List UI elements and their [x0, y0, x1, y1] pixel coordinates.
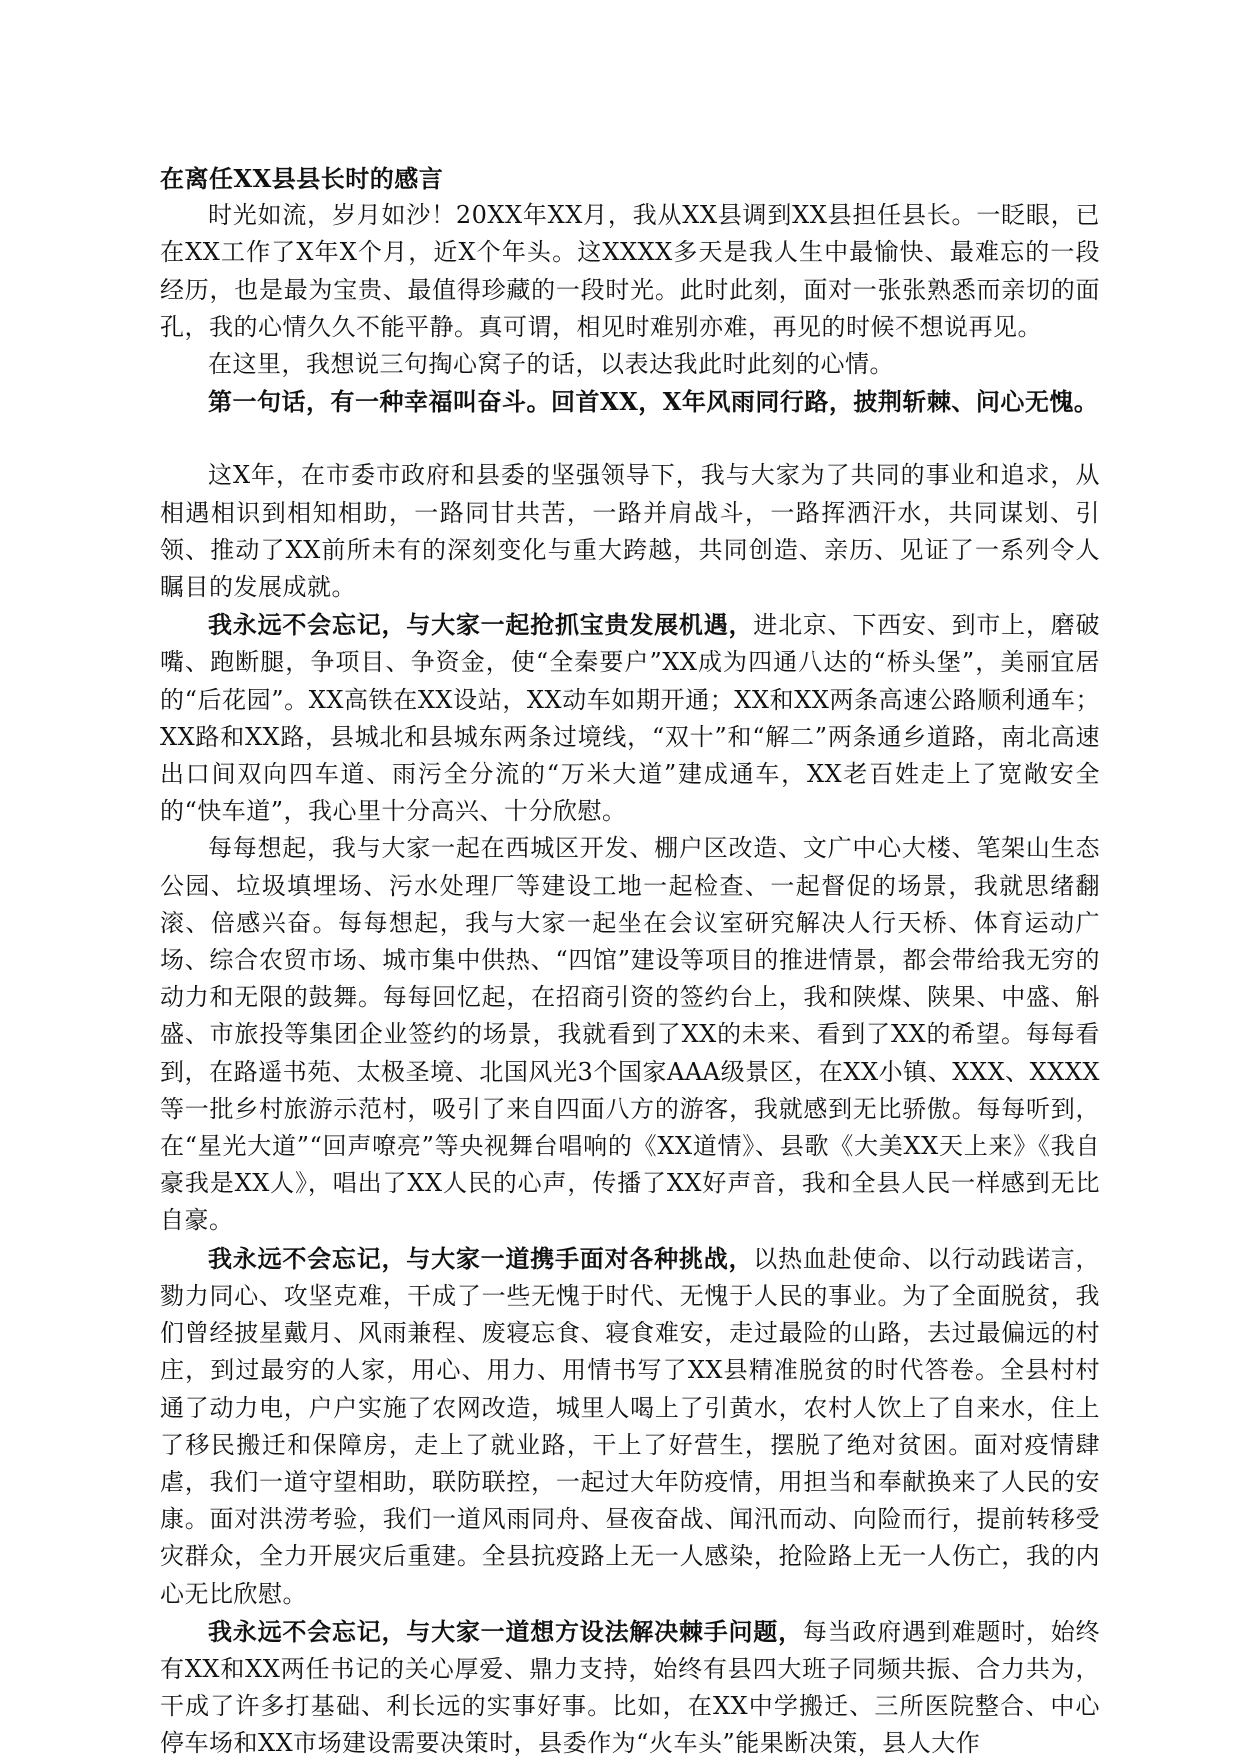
paragraph-body: 进北京、下西安、到市上，磨破嘴、跑断腿，争项目、争资金，使“全秦要户”XX成为四通八达的“桥头堡”，美丽宜居的“后花园”。XX高铁在XX设站，XX动车如期开通；XX和XX两条高速公路顺利通车；XX路和XX路，县城北和县城东两条过境线，“双十”和“解二”两条通乡道路，南北高速出口间双向四车道、雨污全分流的“万米大道”建成通车，XX老百姓走上了宽敞安全的“快车道”，我心里十分高兴、十分欣慰。 — [160, 611, 1101, 826]
paragraph-lead-bold: 我永远不会忘记，与大家一道想方设法解决棘手问题， — [208, 1616, 803, 1646]
paragraph-development-opportunity — [160, 606, 1100, 830]
paragraph-body: 以热血赴使命、以行动践诺言，勠力同心、攻坚克难，干成了一些无愧于时代、无愧于人民的事业。为了全面脱贫，我们曾经披星戴月、风雨兼程、废寝忘食、寝食难安，走过最险的山路，去过最偏远的村庄，到过最穷的人家，用心、用力、用情书写了XX县精准脱贫的时代答卷。全县村村通了动力电，户户实施了农网改造，城里人喝上了引黄水，农村人饮上了自来水，住上了移民搬迁和保障房，走上了就业路，干上了好营生，摆脱了绝对贫困。面对疫情肆虐，我们一道守望相助，联防联控，一起过大年防疫情，用担当和奉献换来了人民的安康。面对洪涝考验，我们一道风雨同舟、昼夜奋战、闻汛而动、向险而行，提前转移受灾群众，全力开展灾后重建。全县抗疫路上无一人感染，抢险路上无一人伤亡，我的内心无比欣慰。 — [160, 1244, 1101, 1608]
paragraph-problems — [160, 1613, 1100, 1763]
paragraph-x-years: 这X年，在市委市政府和县委的坚强领导下，我与大家为了共同的事业和追求，从相遇相识到相知相助，一路同甘共苦，一路并肩战斗，一路挥洒汗水，共同谋划、引领、推动了XX前所未有的深刻变化与重大跨越，共同创造、亲历、见证了一系列令人瞩目的发展成就。 — [160, 461, 1100, 602]
paragraph-challenges — [160, 1240, 1100, 1613]
paragraph-intro: 时光如流，岁月如沙！20XX年XX月，我从XX县调到XX县担任县长。一眨眼，已在XX工作了X年X个月，近X个年头。这XXXX多天是我人生中最愉快、最难忘的一段经历，也是最为宝贵、最值得珍藏的一段时光。此时此刻，面对一张张熟悉而亲切的面孔，我的心情久久不能平静。真可谓，相见时难别亦难，再见的时候不想说再见。 — [160, 201, 1100, 341]
document-page — [160, 160, 1100, 1763]
blank-line — [160, 420, 1100, 457]
paragraph-body: 每当政府遇到难题时，始终有XX和XX两任书记的关心厚爱、鼎力支持，始终有县四大班子同频共振、合力共为，干成了许多打基础、利长远的实事好事。比如，在XX中学搬迁、三所医院整合、中心停车场和XX市场建设需要决策时，县委作为“火车头”能果断决策，县人大作 — [160, 1617, 1101, 1758]
paragraph-three-sentences: 在这里，我想说三句掏心窝子的话，以表达我此时此刻的心情。 — [208, 350, 894, 379]
paragraph-lead-bold: 我永远不会忘记，与大家一道携手面对各种挑战， — [208, 1243, 754, 1273]
paragraph-first-sentence-heading: 第一句话，有一种幸福叫奋斗。回首XX，X年风雨同行路，披荆斩棘、问心无愧。 — [208, 387, 1099, 417]
paragraph-memories: 每每想起，我与大家一起在西城区开发、棚户区改造、文广中心大楼、笔架山生态公园、垃圾填埋场、污水处理厂等建设工地一起检查、一起督促的场景，我就思绪翻滚、倍感兴奋。每每想起，我与大家一起坐在会议室研究解决人行天桥、体育运动广场、综合农贸市场、城市集中供热、“四馆”建设等项目的推进情景，都会带给我无穷的动力和无限的鼓舞。每每回忆起，在招商引资的签约台上，我和陕煤、陕果、中盛、斛盛、市旅投等集团企业签约的场景，我就看到了XX的未来、看到了XX的希望。每每看到，在路遥书苑、太极圣境、北国风光3个国家AAA级景区，在XX小镇、XXX、XXXX等一批乡村旅游示范村，吸引了来自四面八方的游客，我就感到无比骄傲。每每听到，在“星光大道”“回声嘹亮”等央视舞台唱响的《XX道情》、县歌《大美XX天上来》《我自豪我是XX人》，唱出了XX人民的心声，传播了XX好声音，我和全县人民一样感到无比自豪。 — [160, 834, 1100, 1235]
document-title: 在离任XX县县长时的感言 — [160, 164, 444, 193]
paragraph-lead-bold: 我永远不会忘记，与大家一起抢抓宝贵发展机遇， — [208, 610, 754, 640]
